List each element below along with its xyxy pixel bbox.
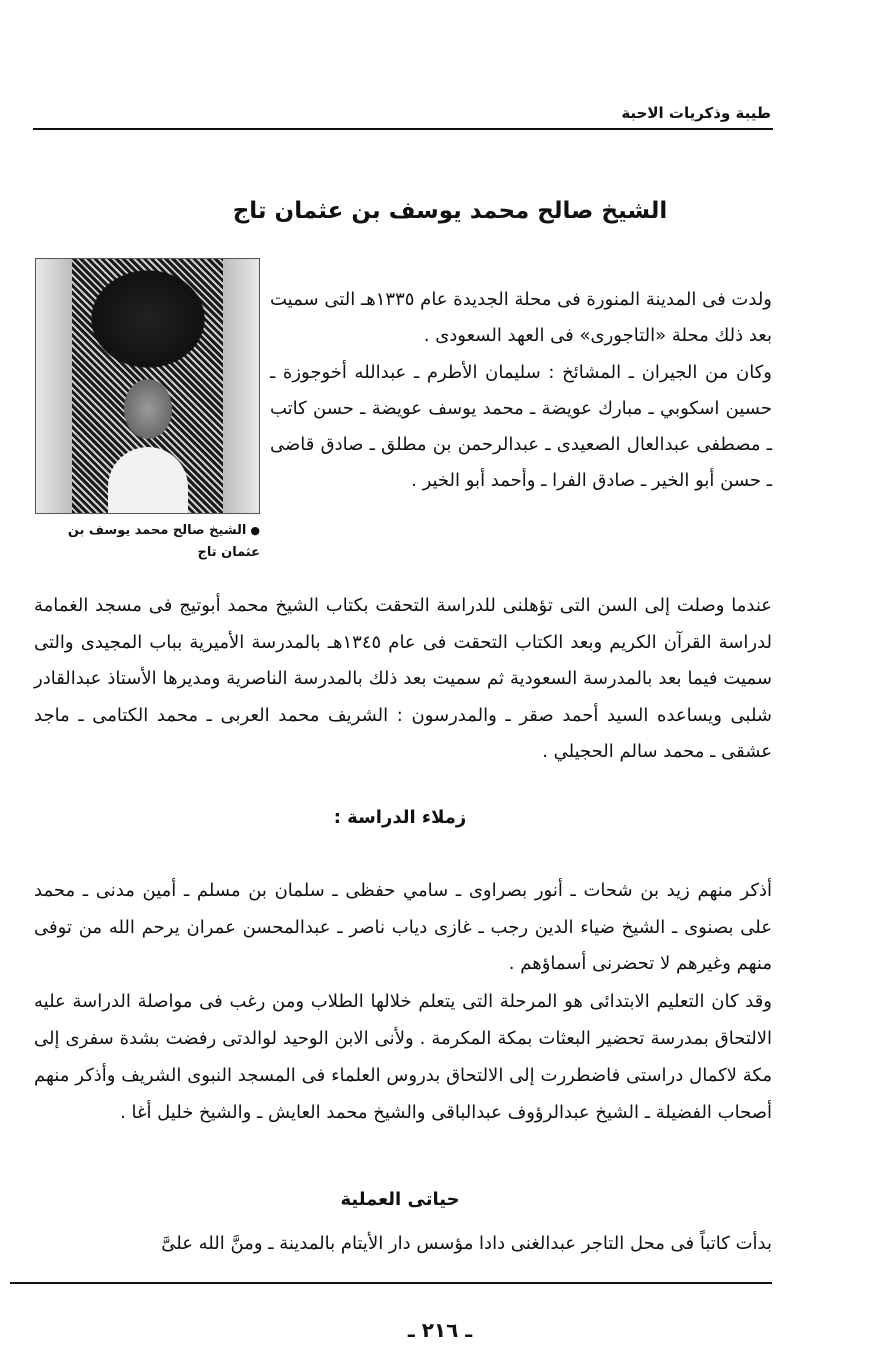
article-title: الشيخ صالح محمد يوسف بن عثمان تاج bbox=[232, 198, 668, 224]
bullet-icon: ● bbox=[250, 524, 260, 537]
portrait-photo bbox=[35, 258, 260, 514]
section-heading-career: حياتى العملية bbox=[340, 1189, 460, 1210]
caption-line-1: الشيخ صالح محمد يوسف بن bbox=[67, 523, 247, 538]
caption-line-2: عثمان تاج bbox=[197, 545, 260, 560]
footer-rule bbox=[10, 1282, 772, 1284]
header-rule bbox=[33, 128, 773, 130]
body-paragraph-career: بدأت كاتباً فى محل التاجر عبدالغنى دادا مؤسس دار الأيتام بالمدينة ـ ومنَّ الله علىَّ bbox=[161, 1233, 772, 1254]
body-paragraph-studies: وقد كان التعليم الابتدائى هو المرحلة التى يتعلم خلالها الطلاب ومن رغب فى مواصلة الدراسة عليه الالتحاق بمدرسة تحضير البعثات بمكة المكرمة . ولأنى الابن الوحيد لوالدتى رفضت بشدة سفرى إلى مكة لاكمال دراستى فاضطررت إلى الالتحاق بدروس العلماء فى المسجد النبوى الشريف وأذكر منهم أصحاب الفضيلة ـ الشيخ عبدالرؤوف عبدالباقى والشيخ محمد العايش ـ والشيخ خليل أغا . bbox=[34, 991, 772, 1123]
body-paragraph-classmates: أذكر منهم زيد بن شحات ـ أنور بصراوى ـ سامي حفظى ـ سلمان بن مسلم ـ أمين مدنى ـ محمد على بصنوى ـ الشيخ ضياء الدين رجب ـ غازى دياب ناصر ـ عبدالمحسن عمران يرحم الله من توفى منهم وغيرهم لا تحضرنى أسماؤهم . bbox=[34, 880, 772, 974]
page-number: ـ ٢١٦ ـ bbox=[407, 1318, 473, 1342]
photo-caption bbox=[30, 520, 260, 564]
running-header: طيبة وذكريات الاحبة bbox=[621, 104, 771, 122]
intro-text bbox=[270, 282, 772, 500]
intro-paragraph-neighbors: وكان من الجيران ـ المشائخ : سليمان الأطرم ـ عبدالله أخوجوزة ـ حسين اسكوبي ـ مبارك عويضة ـ محمد يوسف عويضة ـ حسن كاتب ـ مصطفى عبدالعال الصعيدى ـ عبدالرحمن بن مطلق ـ صادق قاضى ـ حسن أبو الخير ـ صادق الفرا ـ وأحمد أبو الخير . bbox=[270, 361, 772, 492]
body-paragraph-education: عندما وصلت إلى السن التى تؤهلنى للدراسة التحقت بكتاب الشيخ محمد أبوتيج فى مسجد الغمامة لدراسة القرآن الكريم وبعد الكتاب التحقت فى عام ١٣٤٥هـ بالمدرسة الأميرية بباب المجيدى والتى سميت فيما بعد بالمدرسة السعودية ثم سميت بعد ذلك بالمدرسة الناصرية ومديرها الأستاذ عبدالقادر شلبى ويساعده السيد أحمد صقر ـ والمدرسون : الشريف محمد العربى ـ محمد الكتامى ـ ماجد عشقى ـ محمد سالم الحجيلي . bbox=[34, 595, 772, 762]
section-heading-classmates: زملاء الدراسة : bbox=[333, 807, 467, 828]
intro-paragraph-birth: ولدت فى المدينة المنورة فى محلة الجديدة عام ١٣٣٥هـ التى سميت بعد ذلك محلة «التاجورى» فى العهد السعودى . bbox=[270, 289, 772, 347]
